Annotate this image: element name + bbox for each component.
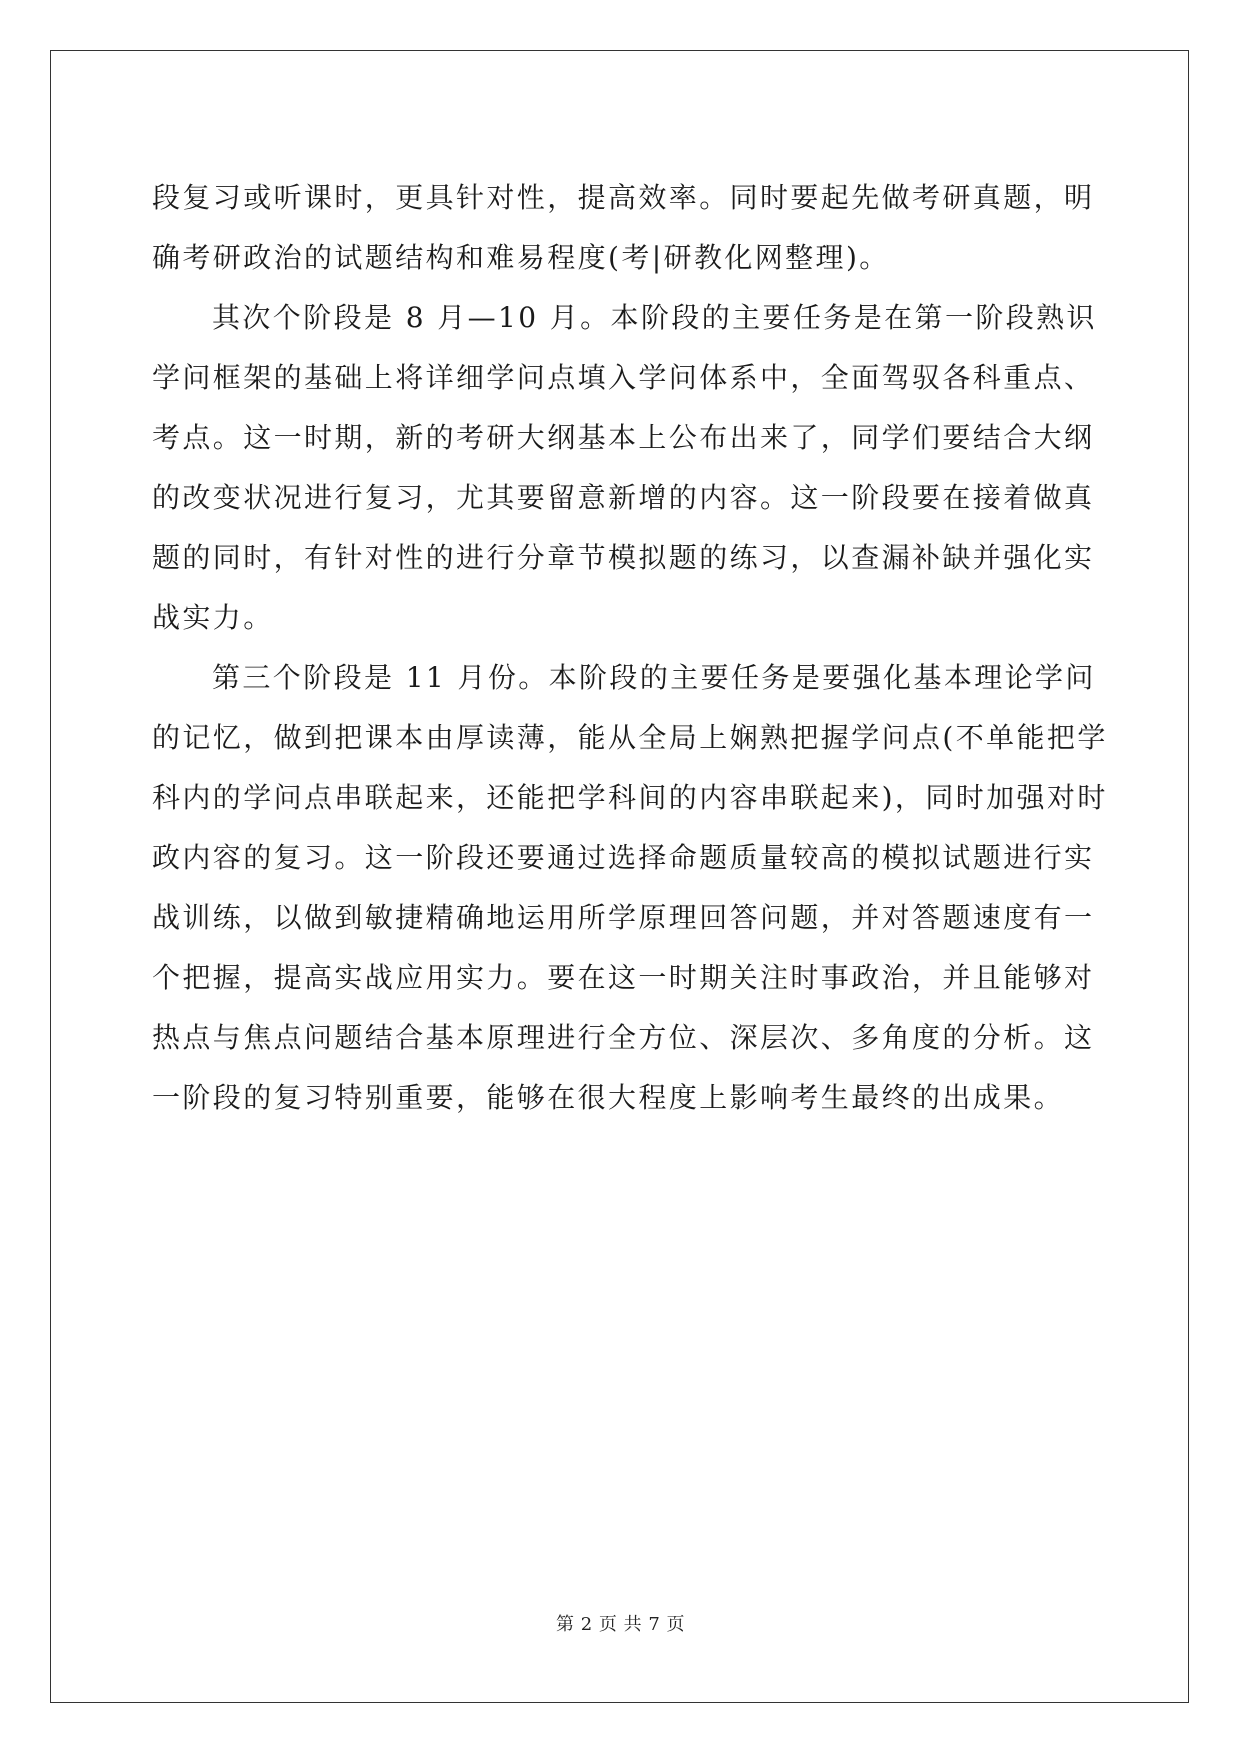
document-body xyxy=(152,168,1112,1128)
page-number-footer: 第 2 页 共 7 页 xyxy=(555,1614,685,1635)
paragraph-1: 段复习或听课时，更具针对性，提高效率。同时要起先做考研真题，明确考研政治的试题结构和难易程度(考|研教化网整理)。 xyxy=(152,181,1095,274)
paragraph-3: 第三个阶段是 11 月份。本阶段的主要任务是要强化基本理论学问的记忆，做到把课本由厚读薄，能从全局上娴熟把握学问点(不单能把学科内的学问点串联起来，还能把学科间的内容串联起来)，同时加强对时政内容的复习。这一阶段还要通过选择命题质量较高的模拟试题进行实战训练，以做到敏捷精确地运用所学原理回答问题，并对答题速度有一个把握，提高实战应用实力。要在这一时期关注时事政治，并且能够对热点与焦点问题结合基本原理进行全方位、深层次、多角度的分析。这一阶段的复习特别重要，能够在很大程度上影响考生最终的出成果。 xyxy=(152,661,1108,1114)
paragraph-2: 其次个阶段是 8 月—10 月。本阶段的主要任务是在第一阶段熟识学问框架的基础上将详细学问点填入学问体系中，全面驾驭各科重点、考点。这一时期，新的考研大纲基本上公布出来了，同学们要结合大纲的改变状况进行复习，尤其要留意新增的内容。这一阶段要在接着做真题的同时，有针对性的进行分章节模拟题的练习，以查漏补缺并强化实战实力。 xyxy=(152,301,1097,634)
